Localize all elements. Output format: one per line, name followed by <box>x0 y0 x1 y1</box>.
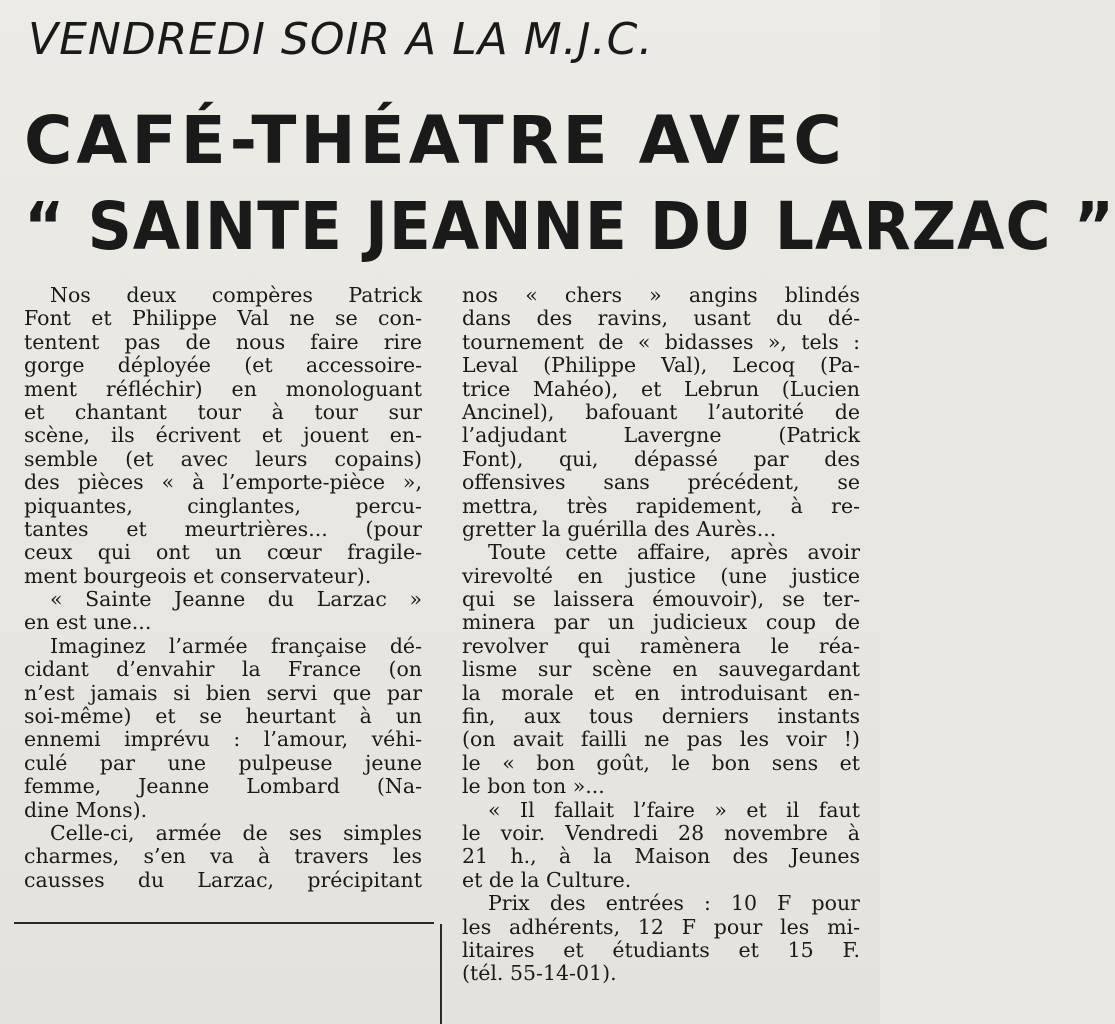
text-line: des pièces « à l’emporte-pièce », <box>24 470 422 495</box>
text-line: tournement de « bidasses », tels : <box>462 329 860 354</box>
text-line: litaires et étudiants et 15 F. <box>462 937 860 962</box>
text-line: nos « chers » angins blindés <box>462 283 860 307</box>
text-line: 21 h., à la Maison des Jeunes <box>462 844 860 869</box>
text-line: lisme sur scène en sauvegardant <box>462 657 860 682</box>
text-line: le « bon goût, le bon sens et <box>462 750 860 775</box>
text-line: dine Mons). <box>24 797 148 822</box>
text-line: piquantes, cinglantes, percu- <box>24 493 422 518</box>
text-line: et chantant tour à tour sur <box>24 399 422 424</box>
column-divider-horizontal <box>14 922 434 924</box>
text-line: semble (et avec leurs copains) <box>24 446 422 471</box>
article-column-right <box>462 284 860 986</box>
text-line: soi-même) et se heurtant à un <box>24 704 422 729</box>
text-line: ment réfléchir) en monologuant <box>24 376 422 401</box>
text-line: offensives sans précédent, se <box>462 470 860 495</box>
text-line: Nos deux compères Patrick <box>50 283 422 307</box>
text-line: ment bourgeois et conservateur). <box>24 563 372 588</box>
text-line: Prix des entrées : 10 F pour <box>488 891 860 916</box>
text-line: dans des ravins, usant du dé- <box>462 306 860 331</box>
text-line: tentent pas de nous faire rire <box>24 329 422 354</box>
text-line: revolver qui ramènera le réa- <box>462 633 860 658</box>
text-line: qui se laissera émouvoir), se ter- <box>462 587 860 612</box>
article-column-left <box>24 284 422 892</box>
headline-line-1: CAFÉ-THÉATRE AVEC <box>24 102 846 179</box>
text-line: cidant d’envahir la France (on <box>24 657 422 682</box>
text-line: en est une... <box>24 610 152 635</box>
text-line: Imaginez l’armée française dé- <box>50 633 422 658</box>
text-line: virevolté en justice (une justice <box>462 563 860 588</box>
text-line: Celle-ci, armée de ses simples <box>50 820 422 845</box>
text-line: scène, ils écrivent et jouent en- <box>24 423 422 448</box>
text-line: Ancinel), bafouant l’autorité de <box>462 399 860 424</box>
text-line: gretter la guérilla des Aurès... <box>462 516 777 541</box>
column-divider-vertical <box>440 924 442 1024</box>
text-line: ceux qui ont un cœur fragile- <box>24 540 422 565</box>
text-line: la morale et en introduisant en- <box>462 680 860 705</box>
text-line: causses du Larzac, précipitant <box>24 867 422 892</box>
text-line: Toute cette affaire, après avoir <box>488 540 860 565</box>
text-line: n’est jamais si bien servi que par <box>24 680 422 705</box>
text-line: minera par un judicieux coup de <box>462 610 860 635</box>
text-line: ennemi imprévu : l’amour, véhi- <box>24 727 422 752</box>
text-line: « Sainte Jeanne du Larzac » <box>50 587 422 612</box>
text-line: Leval (Philippe Val), Lecoq (Pa- <box>462 353 860 378</box>
text-line: culé par une pulpeuse jeune <box>24 750 422 775</box>
text-line: mettra, très rapidement, à re- <box>462 493 860 518</box>
text-line: fin, aux tous derniers instants <box>462 704 860 729</box>
text-line: le voir. Vendredi 28 novembre à <box>462 820 860 845</box>
text-line: trice Mahéo), et Lebrun (Lucien <box>462 376 860 401</box>
text-line: (tél. 55-14-01). <box>462 961 617 986</box>
text-line: gorge déployée (et accessoire- <box>24 353 422 378</box>
text-line: le bon ton »... <box>462 774 605 799</box>
text-line: « Il fallait l’faire » et il faut <box>488 797 860 822</box>
text-line: l’adjudant Lavergne (Patrick <box>462 423 860 448</box>
text-line: et de la Culture. <box>462 867 632 892</box>
headline-line-2: “ SAINTE JEANNE DU LARZAC ” <box>24 188 1115 265</box>
text-line: les adhérents, 12 F pour les mi- <box>462 914 860 939</box>
text-line: charmes, s’en va à travers les <box>24 844 422 869</box>
text-line: tantes et meurtrières... (pour <box>24 516 422 541</box>
text-line: (on avait failli ne pas les voir !) <box>462 727 860 752</box>
article-kicker: VENDREDI SOIR A LA M.J.C. <box>28 14 654 65</box>
text-line: Font et Philippe Val ne se con- <box>24 306 422 331</box>
text-line: femme, Jeanne Lombard (Na- <box>24 774 422 799</box>
text-line: Font), qui, dépassé par des <box>462 446 860 471</box>
